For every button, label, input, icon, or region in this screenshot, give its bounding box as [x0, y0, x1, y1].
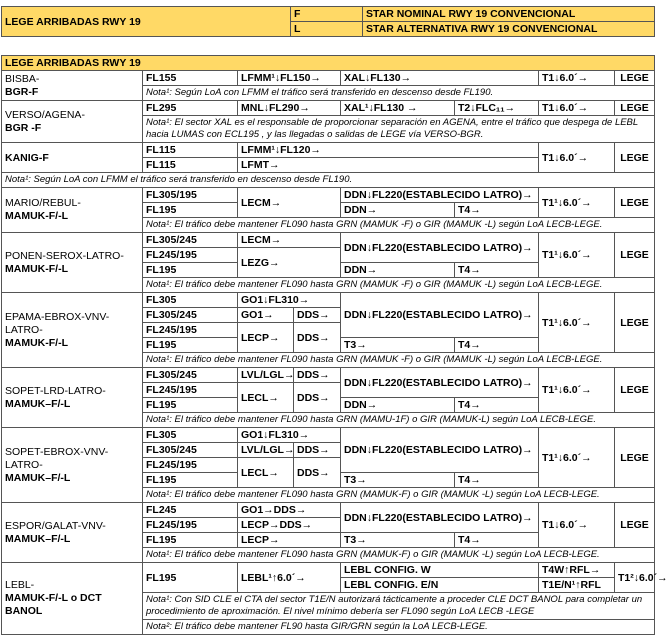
note: Nota¹: Según LoA con LFMM el tráfico será transferido en descenso desde FL190. — [2, 173, 655, 188]
fl-cell: FL195 — [143, 398, 238, 413]
lege-cell: LEGE — [615, 143, 655, 173]
note: Nota¹: El tráfico debe mantener FL090 hasta GRN (MAMUK-F) o GIR (MAMUK -L) según LoA LECB-LEGE. — [143, 488, 655, 503]
sector-cell: T3→ — [341, 473, 455, 488]
fl-cell: FL295 — [143, 101, 238, 116]
fl-cell: FL195 — [143, 533, 238, 548]
t1-cell: T1↓6.0´→ — [539, 101, 615, 116]
lege-cell: LEGE — [615, 233, 655, 278]
sector-cell: LEZG→ — [238, 248, 341, 278]
sector-cell: T2↓FLC₁₁→ — [455, 101, 539, 116]
fl-cell: FL245/195 — [143, 323, 238, 338]
sector-cell: DDS→ — [294, 443, 341, 458]
t1-cell: T1¹↓6.0´→ — [539, 428, 615, 488]
sector-cell: LFMT→ — [238, 158, 539, 173]
route-mario: MARIO/REBUL- MAMUK-F/-L — [2, 188, 143, 233]
fl-cell: FL305/245 — [143, 443, 238, 458]
fl-cell: FL245/195 — [143, 518, 238, 533]
sector-cell: LEBL CONFIG. E/N — [341, 578, 539, 593]
sector-cell: GO1→ — [238, 308, 294, 323]
sector-cell: LECL→ — [238, 383, 294, 413]
lege-cell: LEGE — [615, 503, 655, 548]
t1-cell: T1¹↓6.0´→ — [539, 233, 615, 278]
sector-cell: XAL¹↓FL130 → — [341, 101, 455, 116]
sector-cell: T4W↑RFL→ — [539, 563, 615, 578]
sector-cell: LVL/LGL→ — [238, 368, 294, 383]
sector-cell: T3→ — [341, 533, 455, 548]
header-desc-f: STAR NOMINAL RWY 19 CONVENCIONAL — [363, 7, 655, 22]
t1-cell: T1²↓6.0´→ — [615, 563, 655, 593]
sector-cell: T3→ — [341, 338, 455, 353]
fl-cell: FL155 — [143, 71, 238, 86]
sector-cell: T1E/N¹↑RFL — [539, 578, 615, 593]
header-code-l: L — [291, 22, 363, 37]
sector-cell: LFMM¹↓FL150→ — [238, 71, 341, 86]
route-sopet-ebrox: SOPET-EBROX-VNV-LATRO- MAMUK–F/-L — [2, 428, 143, 503]
sector-cell: GO1→DDS→ — [238, 503, 341, 518]
note: Nota¹: El sector XAL es el responsable de proporcionar separación en AGENA, entre el tráfico que despega de LEBL hacia LUMAS con ECL195 , y las llegadas o salidas de LEGE vía VERSO-BGR. — [143, 116, 655, 143]
sector-cell: T4→ — [455, 398, 539, 413]
t1-cell: T1¹↓6.0´→ — [539, 293, 615, 353]
sector-cell: DDN→ — [341, 398, 455, 413]
sector-cell: T4→ — [455, 203, 539, 218]
fl-cell: FL305/245 — [143, 308, 238, 323]
fl-cell: FL305/195 — [143, 188, 238, 203]
sector-cell: DDN↓FL220(ESTABLECIDO LATRO)→ — [341, 503, 539, 533]
sector-cell: MNL↓FL290→ — [238, 101, 341, 116]
sector-cell: DDS→ — [294, 323, 341, 353]
sector-cell: T4→ — [455, 533, 539, 548]
route-espor: ESPOR/GALAT-VNV- MAMUK–F/-L — [2, 503, 143, 563]
fl-cell: FL245/195 — [143, 248, 238, 263]
fl-cell: FL305/245 — [143, 368, 238, 383]
lege-cell: LEGE — [615, 188, 655, 218]
fl-cell: FL195 — [143, 563, 238, 593]
route-epama: EPAMA-EBROX-VNV-LATRO- MAMUK-F/-L — [2, 293, 143, 368]
fl-cell: FL195 — [143, 263, 238, 278]
note: Nota¹: El tráfico debe mantener FL090 hasta GRN (MAMU-1F) o GIR (MAMUK-L) según LoA LECB-LEGE. — [143, 413, 655, 428]
fl-cell: FL245/195 — [143, 383, 238, 398]
sector-cell: T4→ — [455, 263, 539, 278]
route-ponen: PONEN-SEROX-LATRO- MAMUK-F/-L — [2, 233, 143, 293]
sector-cell: DDS→ — [294, 458, 341, 488]
header-table — [1, 6, 655, 37]
header-code-f: F — [291, 7, 363, 22]
sector-cell: DDN↓FL220(ESTABLECIDO LATRO)→ — [341, 368, 539, 398]
sector-cell: DDS→ — [294, 308, 341, 323]
fl-cell: FL245 — [143, 503, 238, 518]
lege-cell: LEGE — [615, 428, 655, 488]
sector-cell: DDN↓FL220(ESTABLECIDO LATRO)→ — [341, 188, 539, 203]
fl-cell: FL245/195 — [143, 458, 238, 473]
header-desc-l: STAR ALTERNATIVA RWY 19 CONVENCIONAL — [363, 22, 655, 37]
sector-cell: GO1↓FL310→ — [238, 428, 341, 443]
sector-cell: T4→ — [455, 338, 539, 353]
t1-cell: T1↓6.0´→ — [539, 143, 615, 173]
fl-cell: FL305 — [143, 428, 238, 443]
t1-cell: T1¹↓6.0´→ — [539, 188, 615, 218]
fl-cell: FL115 — [143, 143, 238, 158]
sector-cell: GO1↓FL310→ — [238, 293, 341, 308]
note: Nota¹: El tráfico debe mantener FL090 hasta GRN (MAMUK -F) o GIR (MAMUK -L) según LoA LECB-LEGE. — [143, 278, 655, 293]
sector-cell: LECP→DDS→ — [238, 518, 341, 533]
sector-cell: DDS→ — [294, 383, 341, 413]
t1-cell: T1¹↓6.0´→ — [539, 368, 615, 413]
sector-cell: DDN↓FL220(ESTABLECIDO LATRO)→ — [341, 233, 539, 263]
note: Nota¹: El tráfico debe mantener FL090 hasta GRN (MAMUK -F) o GIR (MAMUK -L) según LoA LECB-LEGE. — [143, 353, 655, 368]
sector-cell: LECP→ — [238, 533, 341, 548]
lege-cell: LEGE — [615, 101, 655, 116]
sector-cell: LFMM¹↓FL120→ — [238, 143, 539, 158]
t1-cell: T1↓6.0´→ — [539, 71, 615, 86]
note: Nota¹: Según LoA con LFMM el tráfico será transferido en descenso desde FL190. — [143, 86, 655, 101]
route-verso: VERSO/AGENA- BGR -F — [2, 101, 143, 143]
note: Nota¹: El tráfico debe mantener FL090 hasta GRN (MAMUK-F) o GIR (MAMUK -L) según LoA LECB-LEGE. — [143, 548, 655, 563]
route-lebl: LEBL- MAMUK-F/-L o DCT BANOL — [2, 563, 143, 635]
fl-cell: FL195 — [143, 203, 238, 218]
fl-cell: FL195 — [143, 473, 238, 488]
sector-cell: LEBL CONFIG. W — [341, 563, 539, 578]
note: Nota¹: El tráfico debe mantener FL090 hasta GRN (MAMUK -F) o GIR (MAMUK -L) según LoA LECB-LEGE. — [143, 218, 655, 233]
header-title: LEGE ARRIBADAS RWY 19 — [2, 7, 291, 37]
t1-cell: T1↓6.0´→ — [539, 503, 615, 548]
sector-cell: DDN↓FL220(ESTABLECIDO LATRO)→ — [341, 428, 539, 473]
note: Nota²: El tráfico debe mantener FL90 hasta GIR/GRN según la LoA LECB-LEGE. — [143, 620, 655, 635]
sector-cell: LECL→ — [238, 458, 294, 488]
fl-cell: FL305 — [143, 293, 238, 308]
sector-cell: DDN→ — [341, 263, 455, 278]
table-title: LEGE ARRIBADAS RWY 19 — [2, 56, 655, 71]
fl-cell: FL305/245 — [143, 233, 238, 248]
sector-cell: DDN→ — [341, 203, 455, 218]
route-kanig: KANIG-F — [2, 143, 143, 173]
note: Nota¹: Con SID CLE el CTA del sector T1E/N autorizará tácticamente a proceder CLE DCT BANOL para completar un procedimiento de aproximación. El nivel mínimo debería ser FL090 según LoA LECB -LEGE — [143, 593, 655, 620]
route-bisba: BISBA- BGR-F — [2, 71, 143, 101]
sector-cell: LECM→ — [238, 233, 341, 248]
sector-cell: DDS→ — [294, 368, 341, 383]
lege-cell: LEGE — [615, 71, 655, 86]
sector-cell: LECM→ — [238, 188, 341, 218]
sector-cell: LEBL¹↑6.0´→ — [238, 563, 341, 593]
fl-cell: FL115 — [143, 158, 238, 173]
route-sopet-lrd: SOPET-LRD-LATRO- MAMUK–F/-L — [2, 368, 143, 428]
sector-cell: LECP→ — [238, 323, 294, 353]
lege-cell: LEGE — [615, 293, 655, 353]
sector-cell: DDN↓FL220(ESTABLECIDO LATRO)→ — [341, 293, 539, 338]
sector-cell: XAL↓FL130→ — [341, 71, 539, 86]
lege-cell: LEGE — [615, 368, 655, 413]
sector-cell: LVL/LGL→ — [238, 443, 294, 458]
sector-cell: T4→ — [455, 473, 539, 488]
arrivals-table — [1, 55, 668, 635]
fl-cell: FL195 — [143, 338, 238, 353]
